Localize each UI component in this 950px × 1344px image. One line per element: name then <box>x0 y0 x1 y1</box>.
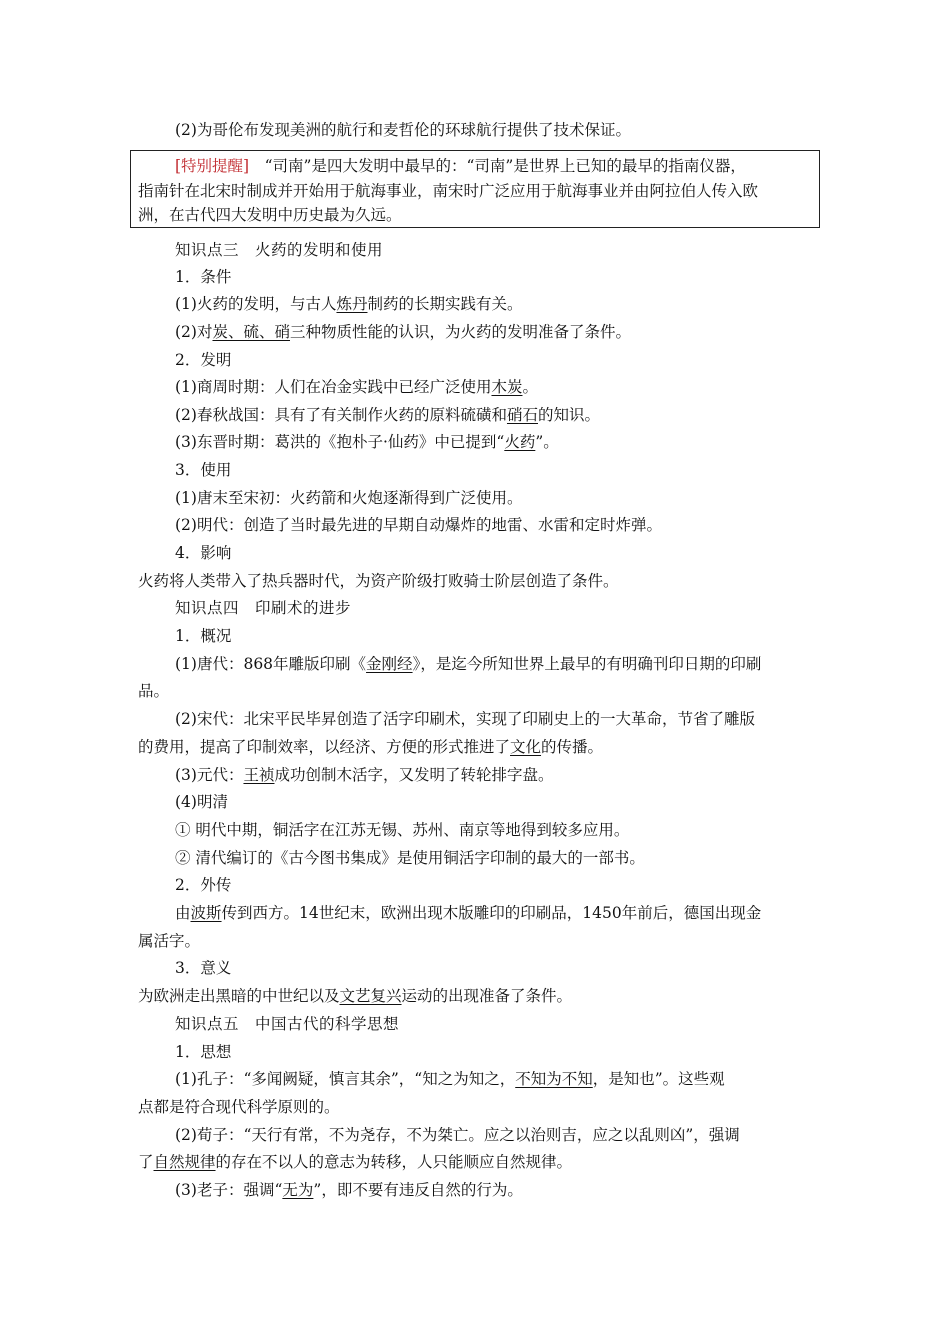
section-5-item-1-1-cont: 点都是符合现代科学原则的。 <box>138 1098 340 1116</box>
section-3-item-1-2: (2)对炭、硫、硝三种物质性能的认识，为火药的发明准备了条件。 <box>175 323 631 341</box>
blank-answer: 自然规律 <box>153 1153 216 1171</box>
section-4-item-1-1-cont: 品。 <box>138 682 170 700</box>
section-3-sub-3: 3．使用 <box>175 461 232 479</box>
section-4-title: 知识点四 印刷术的进步 <box>175 599 352 617</box>
section-3-item-4-1: 火药将人类带入了热兵器时代，为资产阶级打败骑士阶层创造了条件。 <box>138 572 619 590</box>
section-4-item-1-3: (3)元代：王祯成功创制木活字，又发明了转轮排字盘。 <box>175 766 554 784</box>
reminder-line-2: 指南针在北宋时制成并开始用于航海事业，南宋时广泛应用于航海事业并由阿拉伯人传入欧 <box>138 182 759 200</box>
section-4-item-1-4-2: ② 清代编订的《古今图书集成》是使用铜活字印制的最大的一部书。 <box>175 849 645 867</box>
section-5-sub-1: 1．思想 <box>175 1043 232 1061</box>
blank-answer: 炭、硫、硝 <box>212 323 290 341</box>
section-5-item-1-3: (3)老子：强调“无为”，即不要有违反自然的行为。 <box>175 1181 523 1199</box>
blank-answer: 金刚经 <box>366 655 413 673</box>
section-3-title: 知识点三 火药的发明和使用 <box>175 241 384 259</box>
section-4-item-1-4: (4)明清 <box>175 793 228 811</box>
blank-answer: 王祯 <box>243 766 275 784</box>
reminder-tag: [特别提醒] <box>175 157 250 175</box>
blank-answer: 波斯 <box>190 904 222 922</box>
section-3-item-2-1: (1)商周时期：人们在冶金实践中已经广泛使用木炭。 <box>175 378 538 396</box>
section-3-item-3-1: (1)唐末至宋初：火药箭和火炮逐渐得到广泛使用。 <box>175 489 523 507</box>
section-4-sub-1: 1．概况 <box>175 627 232 645</box>
section-4-item-1-2-cont: 的费用，提高了印制效率，以经济、方便的形式推进了文化的传播。 <box>138 738 604 756</box>
blank-answer: 火药 <box>504 433 536 451</box>
section-3-sub-4: 4．影响 <box>175 544 232 562</box>
section-5-item-1-2: (2)荀子：“天行有常，不为尧存，不为桀亡。应之以治则吉，应之以乱则凶”，强调 <box>175 1126 740 1144</box>
section-5-item-1-2-cont: 了自然规律的存在不以人的意志为转移，人只能顺应自然规律。 <box>138 1153 573 1171</box>
special-reminder-box <box>130 150 820 228</box>
blank-answer: 不知为不知 <box>515 1070 593 1088</box>
reminder-text-1: “司南”是四大发明中最早的：“司南”是世界上已知的最早的指南仪器， <box>264 157 746 175</box>
section-3-item-1-1: (1)火药的发明，与古人炼丹制药的长期实践有关。 <box>175 295 523 313</box>
section-4-item-2-1: 由波斯传到西方。14世纪末，欧洲出现木版雕印的印刷品，1450年前后，德国出现金 <box>175 904 762 922</box>
reminder-line-1 <box>175 155 746 177</box>
reminder-line-3: 洲，在古代四大发明中历史最为久远。 <box>138 206 402 224</box>
section-5-item-1-1: (1)孔子：“多闻阙疑，慎言其余”，“知之为知之，不知为不知，是知也”。这些观 <box>175 1070 725 1088</box>
section-3-item-2-2: (2)春秋战国：具有了有关制作火药的原料硫磺和硝石的知识。 <box>175 406 600 424</box>
section-3-sub-2: 2．发明 <box>175 351 232 369</box>
blank-answer: 文艺复兴 <box>339 987 402 1005</box>
blank-answer: 无为 <box>282 1181 314 1199</box>
section-4-item-1-4-1: ① 明代中期，铜活字在江苏无锡、苏州、南京等地得到较多应用。 <box>175 821 630 839</box>
blank-answer: 硝石 <box>506 406 538 424</box>
section-3-sub-1: 1．条件 <box>175 268 232 286</box>
section-4-sub-2: 2．外传 <box>175 876 232 894</box>
blank-answer: 炼丹 <box>336 295 368 313</box>
section-4-item-1-2: (2)宋代：北宋平民毕昇创造了活字印刷术，实现了印刷史上的一大革命，节省了雕版 <box>175 710 755 728</box>
section-4-item-3-1: 为欧洲走出黑暗的中世纪以及文艺复兴运动的出现准备了条件。 <box>138 987 573 1005</box>
intro-point-2: (2)为哥伦布发现美洲的航行和麦哲伦的环球航行提供了技术保证。 <box>175 121 631 139</box>
section-3-item-2-3: (3)东晋时期：葛洪的《抱朴子·仙药》中已提到“火药”。 <box>175 433 559 451</box>
blank-answer: 文化 <box>510 738 542 756</box>
section-4-item-2-1-cont: 属活字。 <box>138 932 201 950</box>
section-3-item-3-2: (2)明代：创造了当时最先进的早期自动爆炸的地雷、水雷和定时炸弹。 <box>175 516 662 534</box>
section-4-item-1-1: (1)唐代：868年雕版印刷《金刚经》，是迄今所知世界上最早的有明确刊印日期的印刷 <box>175 655 762 673</box>
section-4-sub-3: 3．意义 <box>175 959 232 977</box>
section-5-title: 知识点五 中国古代的科学思想 <box>175 1015 400 1033</box>
blank-answer: 木炭 <box>491 378 523 396</box>
